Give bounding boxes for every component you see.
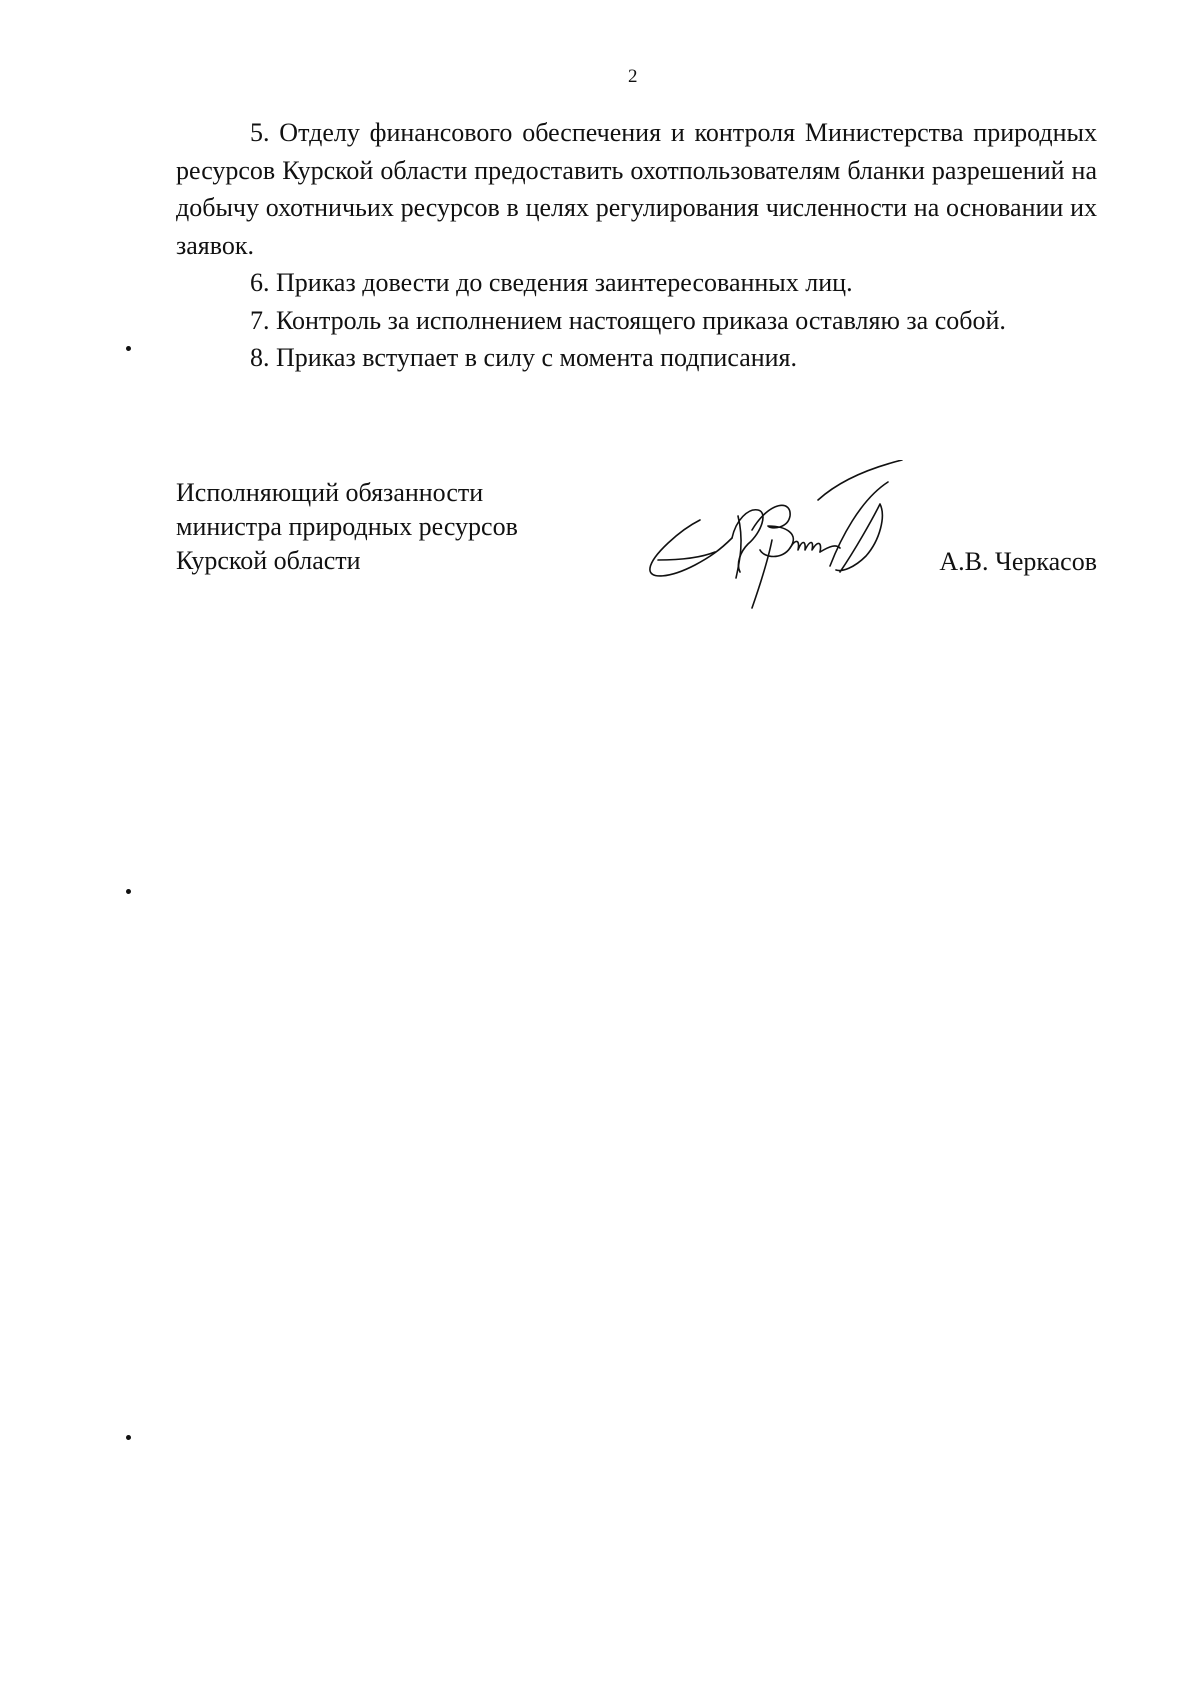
handwritten-signature xyxy=(640,460,910,610)
signatory-position-line-2: министра природных ресурсов xyxy=(176,512,518,541)
paragraph-8: 8. Приказ вступает в силу с момента подписания. xyxy=(250,343,798,372)
signatory-position xyxy=(176,476,518,578)
margin-dot xyxy=(126,1435,131,1440)
page-number: 2 xyxy=(628,66,638,87)
paragraph-6: 6. Приказ довести до сведения заинтересованных лиц. xyxy=(250,268,853,297)
margin-dot xyxy=(126,889,131,894)
paragraph-5: 5. Отделу финансового обеспечения и контроля Министерства природных ресурсов Курской области предоставить охотпользователям бланки разрешений на добычу охотничьих ресурсов в целях регулирования численности на основании их заявок. xyxy=(176,118,1097,260)
margin-dot xyxy=(126,346,131,351)
paragraph-7: 7. Контроль за исполнением настоящего приказа оставляю за собой. xyxy=(250,305,1006,335)
document-body xyxy=(176,114,1097,377)
signatory-name: А.В. Черкасов xyxy=(939,547,1097,576)
signatory-position-line-1: Исполняющий обязанности xyxy=(176,478,484,507)
signatory-position-line-3: Курской области xyxy=(176,546,361,575)
